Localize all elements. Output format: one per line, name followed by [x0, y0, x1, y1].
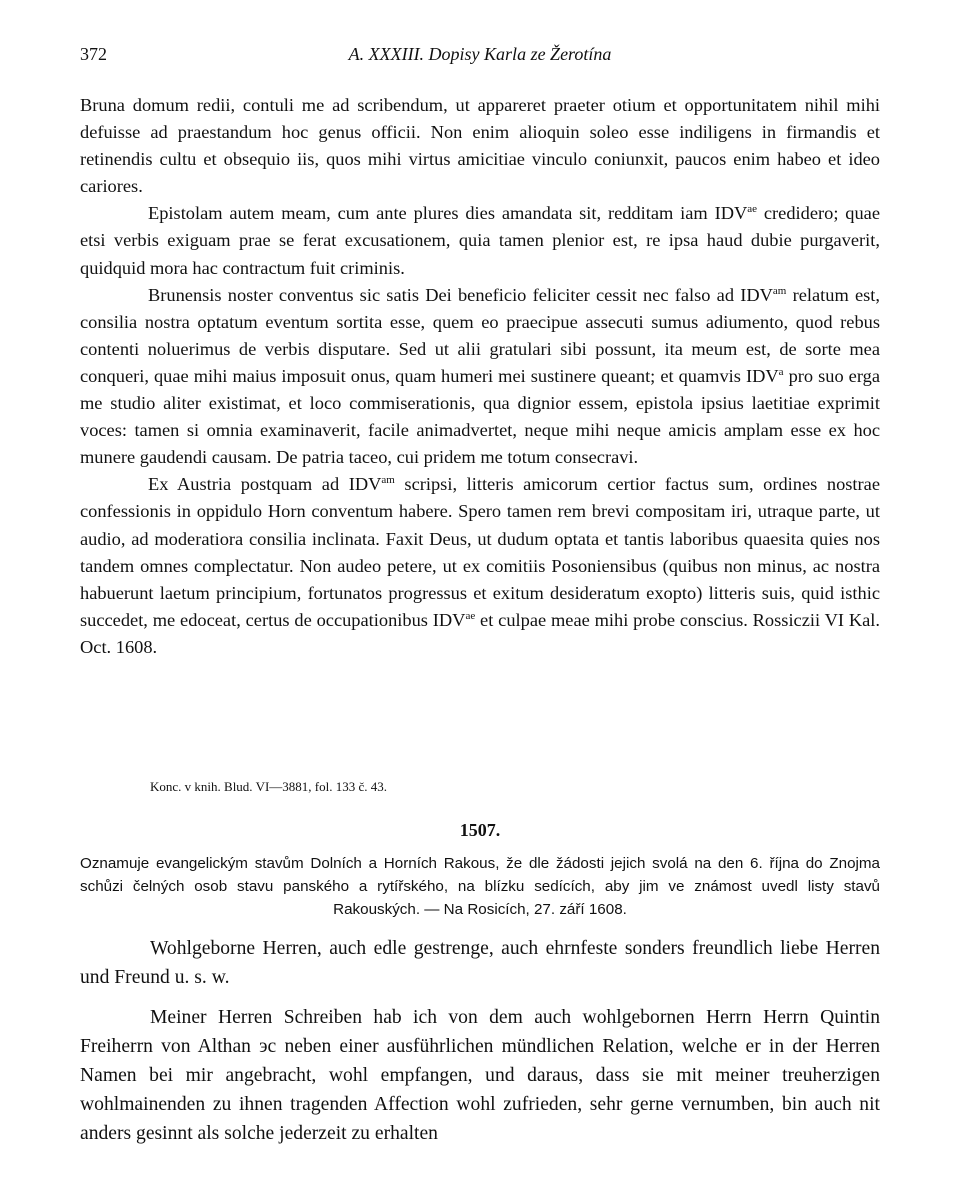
document-number: 1507. [459, 820, 501, 840]
superscript: ae [747, 203, 758, 216]
source-note: Konc. v knih. Blud. VI—3881, fol. 133 č. 43. [150, 779, 387, 794]
text-run: Epistolam autem meam, cum ante plures dies amandata sit, redditam iam IDV [148, 203, 748, 224]
text-run: Brunensis noster conventus sic satis Dei beneficio feliciter cessit nec falso ad IDV [148, 284, 773, 305]
text-run: pro suo erga me studio aliter existimat, et loco commiserationis, qua dignior essem, epistola ipsius laetitiae exprimit voces: tamen si omnia examinaverit, facile animadvertet, neque mihi neque amicis amplam esse ex hoc munere gaudendi causam. De patria taceo, cui pridem me totum consecravi. [80, 365, 880, 468]
paragraph: Meiner Herren Schreiben hab ich von dem auch wohlgebornen Herrn Herrn Quintin Freiherrn von Althan эc neben einer ausführlichen mündlichen Relation, welche er in der Herren Namen bei mir angebracht, wohl empfangen, und daraus, dass sie mit meiner treuherzigen wohlmainenden zu ihnen tragenden Affection wohl zufrieden, sehr gerne vernumben, bin auch nit anders gesinnt als solche jederzeit zu erhalten [80, 1007, 880, 1144]
superscript: am [381, 474, 395, 487]
paragraph [80, 282, 880, 472]
text-run: credidero; quae etsi verbis exiguam prae se ferat excusationem, quia tamen plenior est, re ipsa haud dubie purgaverit, quidquid mora hac contractum fuit criminis. [80, 203, 880, 278]
letter-1507-text [80, 934, 880, 1148]
letter-1506-text [80, 92, 880, 661]
document-summary: Oznamuje evangelickým stavům Dolních a Horních Rakous, že dle žádosti jejich svolá na den 6. října do Znojma schůzi čelných osob stavu panského a rytířského, na blízku sedících, aby jim ve známost uvedl listy stavů Rakouských. — Na Rosicích, 27. září 1608. [80, 855, 880, 918]
text-run: relatum est, consilia nostra optatum eventum sortita esse, quem eo praecipue assecuti sumus adiumento, quod rebus contenti noluerimus de verbis disputare. Sed ut alii gratulari sibi possunt, ita meum est, de sorte mea conqueri, quae mihi maius imposuit onus, quam humeri mei sustinere queant; et quamvis IDV [80, 284, 880, 386]
superscript: ae [465, 609, 476, 622]
salutation: Wohlgeborne Herren, auch edle gestrenge, auch ehrnfeste sonders freundlich liebe Herren und Freund u. s. w. [80, 938, 880, 988]
paragraph: Bruna domum redii, contuli me ad scribendum, ut appareret praeter otium et opportunitatem nihil mihi defuisse ad praestandum hoc genus officii. Non enim alioquin soleo esse indiligens in firmandis et retinendis cultu et obsequio iis, quos mihi virtus amicitiae vinculo coniunxit, paucos enim habeo et ideo cariores. [80, 95, 880, 197]
paragraph [80, 200, 880, 281]
text-run: Ex Austria postquam ad IDV [148, 474, 382, 495]
superscript: a [778, 365, 784, 378]
page-header [80, 44, 880, 72]
text-run: scripsi, litteris amicorum certior factus sum, ordines nostrae confessionis in oppidulo Horn conventum habere. Spero tamen rem brevi compositam iri, utraque parte, ut audio, ad moderatiora consilia inclinata. Faxit Deus, ut dudum optata et tantis laboribus quaesita quies nos tandem omnes complectatur. Non audeo petere, ut ex comitiis Posoniensibus (quibus non minus, ac nostra habuerunt laetum principium, fortunatos progressus et exitum desideratum exopto) litteris suis, quid isthic succedet, me edoceat, certus de occupationibus IDV [80, 474, 880, 630]
paragraph [80, 471, 880, 661]
page-number: 372 [80, 44, 107, 64]
superscript: am [772, 284, 787, 297]
text-run: et culpae meae mihi probe conscius. Rossiczii VI Kal. Oct. 1608. [80, 609, 880, 657]
running-title: A. XXXIII. Dopisy Karla ze Žerotína [348, 44, 612, 64]
